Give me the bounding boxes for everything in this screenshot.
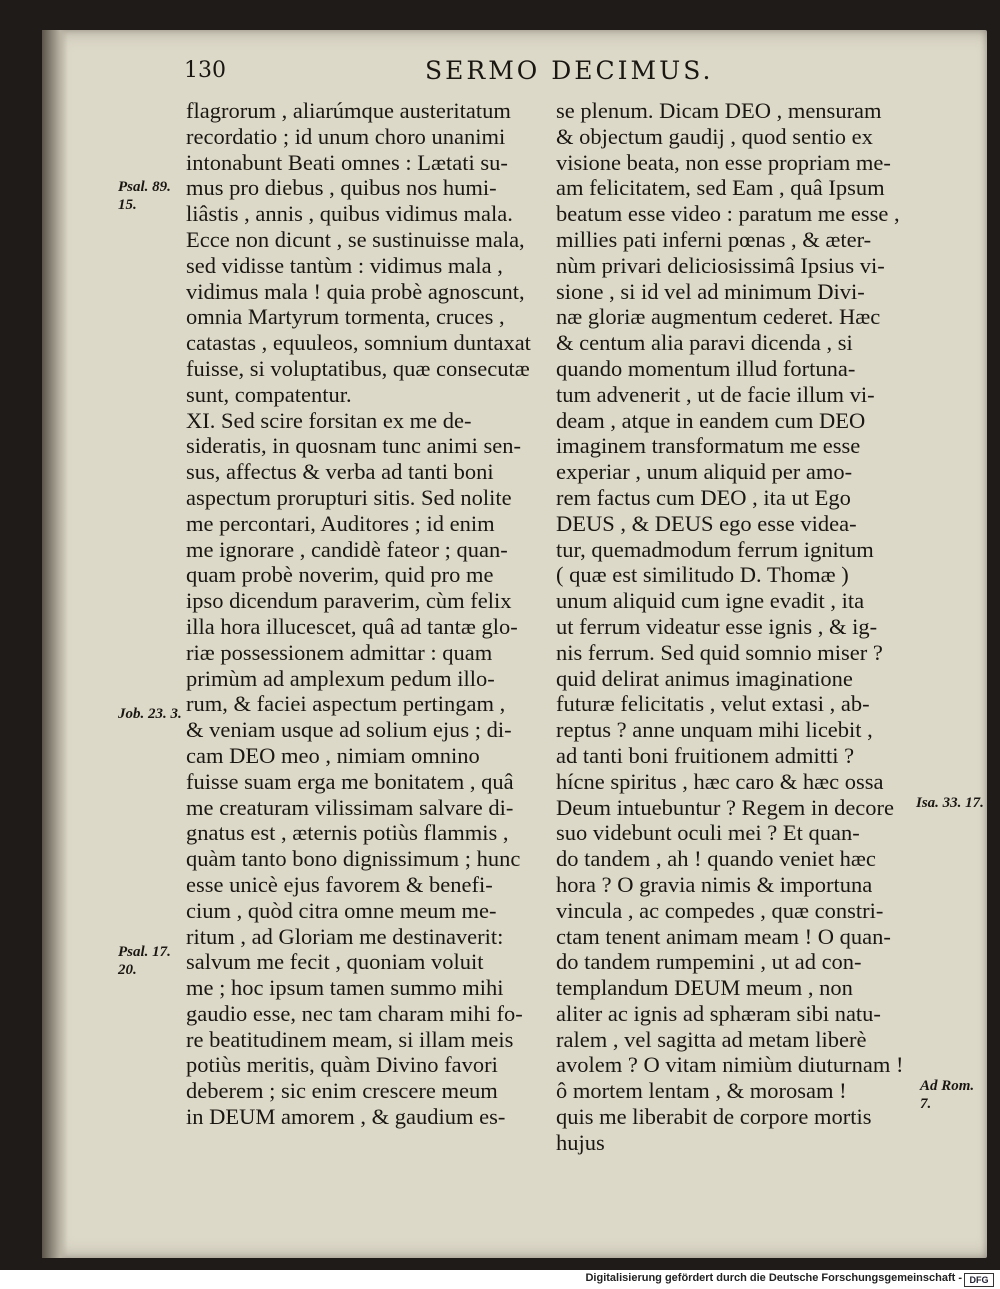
text-line: & veniam usque ad solium ejus ; di- [186,717,512,743]
text-line: XI. Sed scire forsitan ex me de- [186,407,472,433]
dfg-logo-icon: DFG [964,1273,994,1287]
text-line: mus pro diebus , quibus nos humi- [186,175,497,201]
text-line: do tandem , ah ! quando veniet hæc [556,846,876,872]
text-line: ralem , vel sagitta ad metam liberè [556,1026,867,1052]
text-line: do tandem rumpemini , ut ad con- [556,949,862,975]
text-line: aspectum prorupturi sitis. Sed nolite [186,484,512,510]
page-number: 130 [184,58,226,83]
text-line: rum, & faciei aspectum pertingam , [186,691,506,717]
text-line: reptus ? anne unquam mihi licebit , [556,717,873,743]
text-line: sus, affectus & verba ad tanti boni [186,459,494,485]
text-line: & centum alia paravi dicenda , si [556,330,853,356]
text-line: deam , atque in eandem cum DEO [556,407,866,433]
text-line: salvum me fecit , quoniam voluit [186,949,484,975]
marginal-note-romans [920,1077,974,1113]
right-text-column [556,98,916,1156]
text-line: quam probè noverim, quid pro me [186,562,494,588]
text-line: am felicitatem, sed Eam , quâ Ipsum [556,175,885,201]
text-line: hícne spiritus , hæc caro & hæc ossa [556,768,884,794]
text-line: avolem ? O vitam nimiùm diuturnam ! [556,1052,904,1078]
text-line: tum advenerit , ut de facie illum vi- [556,381,875,407]
marginal-note-psalm-17 [118,943,171,979]
text-line: riæ possessionem admittar : quam [186,639,493,665]
text-line: hora ? O gravia nimis & importuna [556,871,873,897]
text-line: næ gloriæ augmentum cederet. Hæc [556,304,881,330]
text-line: catastas , equuleos, somnium duntaxat [186,330,531,356]
marginal-line: Psal. 17. [118,944,171,960]
text-line: Deum intuebuntur ? Regem in decore [556,794,895,820]
text-line: omnia Martyrum tormenta, cruces , [186,304,505,330]
text-line: hujus [556,1129,605,1155]
text-line: ô mortem lentam , & morosam ! [556,1078,847,1104]
marginal-line: 20. [118,962,137,978]
text-line: quis me liberabit de corpore mortis [556,1104,872,1130]
text-line: gnatus est , æternis potiùs flammis , [186,820,509,846]
marginal-line: 15. [118,197,137,213]
text-line: sed vidisse tantùm : vidimus mala , [186,252,503,278]
text-line: vincula , ac compedes , quæ constri- [556,897,884,923]
left-text-column [186,98,542,1130]
text-line: rem factus cum DEO , ita ut Ego [556,484,851,510]
text-line: me creaturam vilissimam salvare di- [186,794,514,820]
page-gutter [42,30,68,1258]
text-line: ritum , ad Gloriam me destinaverit: [186,923,504,949]
text-line: re beatitudinem meam, si illam meis [186,1026,514,1052]
text-line: futuræ felicitatis , velut extasi , ab- [556,691,870,717]
text-line: quid delirat animus imaginatione [556,665,853,691]
text-line: templandum DEUM meum , non [556,975,853,1001]
running-head [0,56,1000,96]
text-line: nis ferrum. Sed quid somnio miser ? [556,639,883,665]
text-line: recordatio ; id unum choro unanimi [186,123,506,149]
text-line: me ignorare , candidè fateor ; quan- [186,536,508,562]
text-line: sideratis, in quosnam tunc animi sen- [186,433,521,459]
text-line: ( quæ est similitudo D. Thomæ ) [556,562,849,588]
text-line: unum aliquid cum igne evadit , ita [556,588,865,614]
text-line: DEUS , & DEUS ego esse videa- [556,510,857,536]
page-title: SERMO DECIMUS. [425,56,714,85]
text-line: flagrorum , aliarúmque austeritatum [186,98,511,123]
text-line: deberem ; sic enim crescere meum [186,1078,498,1104]
text-line: ut ferrum videatur esse ignis , & ig- [556,613,878,639]
text-line: se plenum. Dicam DEO , mensuram [556,98,882,123]
text-line: me percontari, Auditores ; id enim [186,510,495,536]
text-line: suo videbunt oculi mei ? Et quan- [556,820,860,846]
text-line: visione beata, non esse propriam me- [556,149,891,175]
text-line: in DEUM amorem , & gaudium es- [186,1104,506,1130]
text-line: sunt, compatentur. [186,381,352,407]
text-line: liâstis , annis , quibus vidimus mala. [186,201,513,227]
text-line: aliter ac ignis ad sphæram sibi natu- [556,1000,881,1026]
text-line: experiar , unum aliquid per amo- [556,459,853,485]
marginal-line: Psal. 89. [118,179,171,195]
text-line: tur, quemadmodum ferrum ignitum [556,536,874,562]
marginal-line: Isa. 33. 17. [916,795,984,811]
footer-bar [0,1270,1000,1289]
text-line: cium , quòd citra omne meum me- [186,897,497,923]
text-line: me ; hoc ipsum tamen summo mihi [186,975,504,1001]
text-line: ad tanti boni fruitionem admitti ? [556,742,855,768]
marginal-note-psalm-89 [118,178,171,214]
marginal-note-isaiah-33 [916,794,984,812]
text-line: potiùs meritis, quàm Divino favori [186,1052,498,1078]
text-line: gaudio esse, nec tam charam mihi fo- [186,1000,523,1026]
marginal-line: Ad Rom. [920,1078,975,1094]
text-line: quàm tanto bono dignissimum ; hunc [186,846,521,872]
text-line: fuisse suam erga me bonitatem , quâ [186,768,514,794]
text-line: primùm ad amplexum pedum illo- [186,665,495,691]
marginal-line: Job. 23. 3. [118,706,182,722]
text-line: vidimus mala ! quia probè agnoscunt, [186,278,525,304]
text-line: fuisse, si voluptatibus, quæ consecutæ [186,355,530,381]
text-line: & objectum gaudij , quod sentio ex [556,123,873,149]
text-line: millies pati inferni pœnas , & æter- [556,226,872,252]
text-line: imaginem transformatum me esse [556,433,861,459]
text-line: ctam tenent animam meam ! O quan- [556,923,891,949]
text-line: intonabunt Beati omnes : Lætati su- [186,149,508,175]
text-line: sione , si id vel ad minimum Divi- [556,278,865,304]
text-line: ipso dicendum paraverim, cùm felix [186,588,512,614]
text-line: esse unicè ejus favorem & benefi- [186,871,493,897]
text-line: quando momentum illud fortuna- [556,355,856,381]
marginal-line: 7. [920,1096,932,1112]
funding-credit: Digitalisierung gefördert durch die Deutsche Forschungsgemeinschaft - [585,1272,962,1284]
text-line: Ecce non dicunt , se sustinuisse mala, [186,226,525,252]
text-line: beatum esse video : paratum me esse , [556,201,900,227]
text-line: nùm privari deliciosissimâ Ipsius vi- [556,252,885,278]
text-line: illa hora illucescet, quâ ad tantæ glo- [186,613,518,639]
marginal-note-job-23 [118,705,182,723]
text-line: cam DEO meo , nimiam omnino [186,742,480,768]
